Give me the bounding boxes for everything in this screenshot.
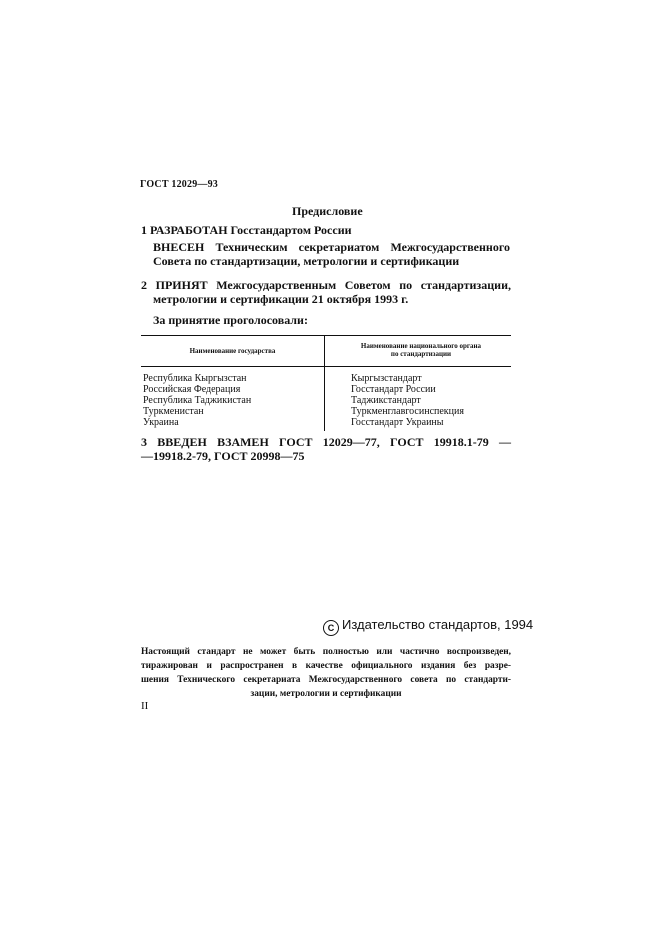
document-code-header: ГОСТ 12029—93	[140, 179, 219, 190]
table-cell-state: Российская Федерация	[143, 384, 241, 395]
reproduction-notice	[141, 645, 511, 701]
copyright-line	[323, 617, 533, 636]
table-top-rule	[141, 335, 511, 336]
notice-line-2: тиражирован и распространен в качестве официального издания без разре-	[141, 661, 511, 671]
table-cell-state: Республика Кыргызстан	[143, 373, 247, 384]
item-3-line-1: 3 ВВЕДЕН ВЗАМЕН ГОСТ 12029—77, ГОСТ 19918.1-79 —	[141, 435, 511, 449]
item-2-line-1: 2 ПРИНЯТ Межгосударственным Советом по стандартизации,	[141, 278, 511, 292]
voted-for-heading: За принятие проголосовали:	[153, 313, 308, 327]
copyright-text: Издательство стандартов, 1994	[342, 617, 534, 632]
introduced-line-1: ВНЕСЕН Техническим секретариатом Межгосударственного	[153, 240, 510, 254]
table-header-rule	[141, 366, 511, 367]
item-1-developed-by: 1 РАЗРАБОТАН Госстандартом России	[141, 223, 352, 237]
notice-line-1: Настоящий стандарт не может быть полностью или частично воспроизведен,	[141, 647, 511, 657]
table-cell-national-body: Госстандарт Украины	[351, 417, 444, 428]
table-cell-national-body: Кыргызстандарт	[351, 373, 422, 384]
table-cell-state: Республика Таджикистан	[143, 395, 252, 406]
table-cell-national-body: Таджикстандарт	[351, 395, 421, 406]
item-3-introduced-instead	[141, 435, 511, 463]
table-cell-national-body: Туркменглавгосинспекция	[351, 406, 464, 417]
item-2-adopted-by	[141, 278, 511, 306]
notice-line-3: шения Технического секретариата Межгосударственного совета по стандарти-	[141, 675, 511, 685]
copyright-icon: C	[323, 620, 339, 636]
table-cell-state: Туркменистан	[143, 406, 204, 417]
table-column-divider	[324, 336, 325, 431]
table-cell-state: Украина	[143, 417, 179, 428]
column-header-state: Наименование государства	[189, 347, 276, 355]
item-2-line-2: метрологии и сертификации 21 октября 1993 г.	[153, 292, 409, 306]
notice-line-4: зации, метрологии и сертификации	[250, 689, 402, 699]
states-column	[143, 373, 251, 428]
page-number: II	[141, 700, 149, 712]
introduced-line-2: Совета по стандартизации, метрологии и сертификации	[153, 254, 460, 268]
introduced-by-paragraph	[153, 240, 510, 268]
column-header-national-body	[331, 342, 511, 358]
column-header-national-body-line-2: по стандартизации	[390, 350, 452, 358]
table-cell-national-body: Госстандарт России	[351, 384, 436, 395]
national-bodies-column	[351, 373, 464, 428]
item-3-line-2: —19918.2-79, ГОСТ 20998—75	[141, 449, 305, 463]
column-header-national-body-line-1: Наименование национального органа	[360, 342, 482, 350]
preface-title: Предисловие	[292, 204, 363, 218]
